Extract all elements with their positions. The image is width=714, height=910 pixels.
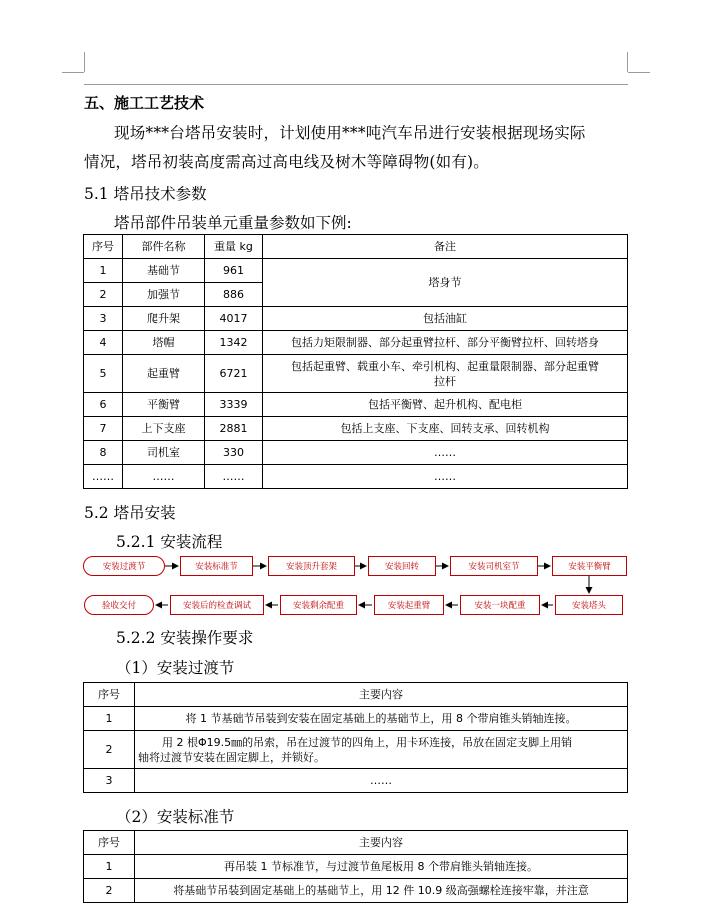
cell-note: 包括油缸 bbox=[263, 307, 628, 331]
cell-no: 2 bbox=[84, 283, 123, 307]
header-weight: 重量 kg bbox=[205, 235, 263, 259]
table-row bbox=[84, 769, 628, 793]
table-row bbox=[84, 707, 628, 731]
cell-note-merged: 塔身节 bbox=[263, 259, 628, 307]
cell-name: 基础节 bbox=[123, 259, 205, 283]
cell-name: 起重臂 bbox=[123, 355, 205, 393]
header-no: 序号 bbox=[84, 831, 135, 855]
cell-name: 司机室 bbox=[123, 441, 205, 465]
flow-step-install-cab-section: 安装司机室节 bbox=[450, 556, 538, 576]
cell-weight: 961 bbox=[205, 259, 263, 283]
flow-step-install-slewing: 安装回转 bbox=[368, 556, 436, 576]
cell-no: 1 bbox=[84, 259, 123, 283]
subsection-heading-5-2: 5.2 塔吊安装 bbox=[84, 504, 176, 522]
step-heading-2: （2）安装标准节 bbox=[116, 808, 235, 826]
flow-step-install-counter-jib: 安装平衡臂 bbox=[552, 556, 627, 576]
section-heading: 五、施工工艺技术 bbox=[84, 94, 205, 112]
header-no: 序号 bbox=[84, 683, 135, 707]
flow-step-install-tower-head: 安装塔头 bbox=[555, 595, 623, 615]
cell-name: 塔帽 bbox=[123, 331, 205, 355]
cell-no: 8 bbox=[84, 441, 123, 465]
subsection-heading-5-2-2: 5.2.2 安装操作要求 bbox=[116, 629, 254, 647]
flow-step-install-one-counterweight: 安装一块配重 bbox=[460, 595, 540, 615]
header-content: 主要内容 bbox=[135, 831, 628, 855]
table-intro: 塔吊部件吊装单元重量参数如下例: bbox=[114, 214, 352, 232]
cell-no: 2 bbox=[84, 731, 135, 769]
cell-no: 1 bbox=[84, 855, 135, 879]
cell-note: …… bbox=[263, 465, 628, 489]
cell-name: …… bbox=[123, 465, 205, 489]
cell-weight: 1342 bbox=[205, 331, 263, 355]
cell-content-line2: 轴将过渡节安装在固定脚上，并锁好。 bbox=[138, 750, 325, 764]
flow-step-install-climbing-frame: 安装顶升套架 bbox=[268, 556, 355, 576]
cell-no: 3 bbox=[84, 769, 135, 793]
flow-step-acceptance: 验收交付 bbox=[84, 595, 154, 615]
subsection-heading-5-2-1: 5.2.1 安装流程 bbox=[116, 533, 223, 551]
cell-weight: 3339 bbox=[205, 393, 263, 417]
cell-name: 平衡臂 bbox=[123, 393, 205, 417]
cell-content bbox=[135, 731, 628, 769]
cell-content: …… bbox=[135, 769, 628, 793]
cell-no: 2 bbox=[84, 879, 135, 903]
cell-no: 7 bbox=[84, 417, 123, 441]
cell-note-line2: 拉杆 bbox=[434, 374, 456, 388]
step-heading-1: （1）安装过渡节 bbox=[116, 659, 235, 677]
cell-weight: 6721 bbox=[205, 355, 263, 393]
flow-step-install-standard: 安装标准节 bbox=[180, 556, 253, 576]
table-row bbox=[84, 855, 628, 879]
cell-note: 包括上支座、下支座、回转支承、回转机构 bbox=[263, 417, 628, 441]
cell-content: 将 1 节基础节吊装到安装在固定基础上的基础节上，用 8 个带肩锥头销轴连接。 bbox=[135, 707, 628, 731]
cell-name: 爬升架 bbox=[123, 307, 205, 331]
table-row bbox=[84, 879, 628, 903]
step2-table bbox=[83, 830, 628, 903]
cell-no: 3 bbox=[84, 307, 123, 331]
cell-note-line1: 包括起重臂、载重小车、牵引机构、起重量限制器、部分起重臂 bbox=[291, 359, 599, 373]
cell-note: 包括力矩限制器、部分起重臂拉杆、部分平衡臂拉杆、回转塔身 bbox=[263, 331, 628, 355]
flow-step-install-remaining-counterweight: 安装剩余配重 bbox=[280, 595, 357, 615]
cell-weight: …… bbox=[205, 465, 263, 489]
header-content: 主要内容 bbox=[135, 683, 628, 707]
intro-paragraph-line2: 情况，塔吊初装高度需高过高电线及树木等障碍物(如有)。 bbox=[84, 153, 489, 171]
flow-step-install-jib: 安装起重臂 bbox=[374, 595, 444, 615]
cell-note: …… bbox=[263, 441, 628, 465]
cell-content: 将基础节吊装到固定基础上的基础节上，用 12 件 10.9 级高强螺栓连接牢靠，并注意 bbox=[135, 879, 628, 903]
intro-paragraph-line1: 现场***台塔吊安装时，计划使用***吨汽车吊进行安装根据现场实际 bbox=[114, 124, 586, 142]
header-note: 备注 bbox=[263, 235, 628, 259]
cell-no: 6 bbox=[84, 393, 123, 417]
cell-content-line1: 用 2 根Φ19.5㎜的吊索，吊在过渡节的四角上，用卡环连接，吊放在固定支脚上用销 bbox=[162, 735, 573, 749]
step1-table bbox=[83, 682, 628, 793]
header-no: 序号 bbox=[84, 235, 123, 259]
cell-name: 加强节 bbox=[123, 283, 205, 307]
cell-no: 4 bbox=[84, 331, 123, 355]
header-name: 部件名称 bbox=[123, 235, 205, 259]
cell-weight: 4017 bbox=[205, 307, 263, 331]
flow-step-install-transition: 安装过渡节 bbox=[83, 556, 165, 576]
cell-weight: 330 bbox=[205, 441, 263, 465]
cell-content: 再吊装 1 节标准节，与过渡节鱼尾板用 8 个带肩锥头销轴连接。 bbox=[135, 855, 628, 879]
flow-step-post-install-check: 安装后的检查调试 bbox=[170, 595, 264, 615]
cell-no: 1 bbox=[84, 707, 135, 731]
table-row bbox=[84, 731, 628, 769]
cell-no: …… bbox=[84, 465, 123, 489]
cell-weight: 2881 bbox=[205, 417, 263, 441]
cell-no: 5 bbox=[84, 355, 123, 393]
cell-weight: 886 bbox=[205, 283, 263, 307]
cell-note: 包括平衡臂、起升机构、配电柜 bbox=[263, 393, 628, 417]
subsection-heading-5-1: 5.1 塔吊技术参数 bbox=[84, 185, 207, 203]
cell-name: 上下支座 bbox=[123, 417, 205, 441]
